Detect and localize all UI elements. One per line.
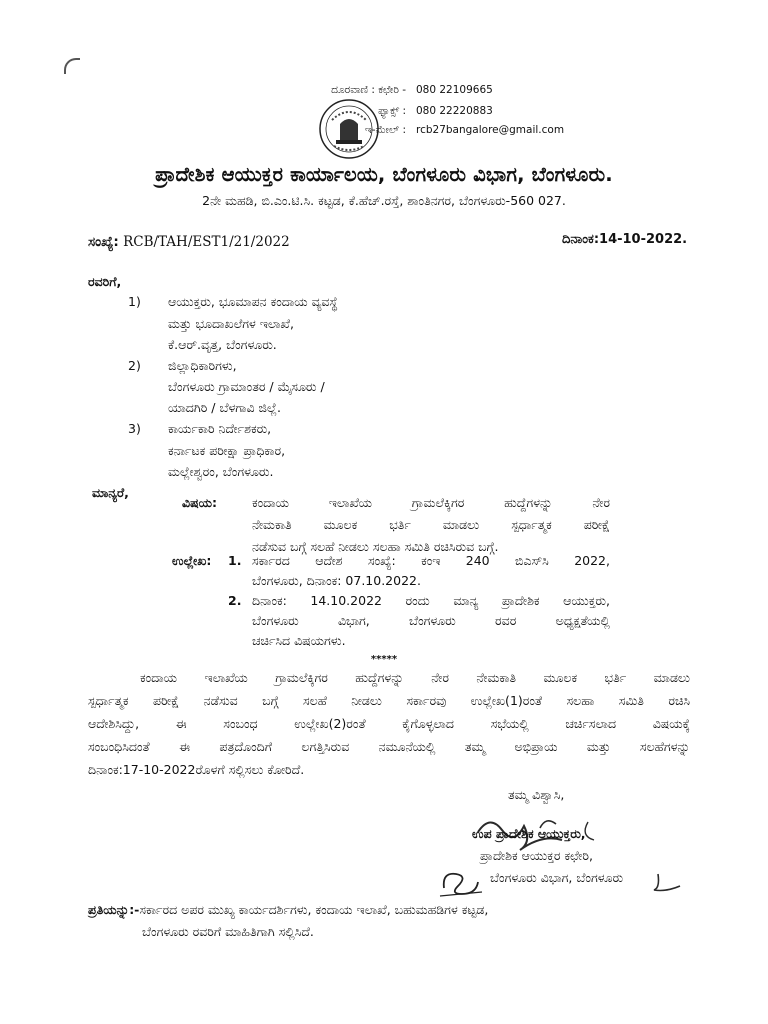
- subject-line: ನಡೆಸುವ ಬಗ್ಗೆ ಸಲಹೆ ನೀಡಲು ಸಲಹಾ ಸಮಿತಿ ರಚಿಸಿರುವ ಬಗ್ಗೆ.: [252, 539, 499, 554]
- contact-phone: [288, 84, 493, 97]
- body-line: ಕಂದಾಯ ಇಲಾಖೆಯ ಗ್ರಾಮಲೆಕ್ಕಿಗರ ಹುದ್ದೆಗಳನ್ನು ನೇರ ನೇಮಕಾತಿ ಮೂಲಕ ಭರ್ತಿ ಮಾಡಲು: [140, 670, 690, 685]
- reference-item-line: ದಿನಾಂಕ: 14.10.2022 ರಂದು ಮಾನ್ಯ ಪ್ರಾದೇಶಿಕ ಆಯುಕ್ತರು,: [252, 593, 610, 608]
- recipient-line: ಯಾದಗಿರಿ / ಬೆಳಗಾವಿ ಜಿಲ್ಲೆ.: [168, 400, 281, 415]
- cc-text: ಸರ್ಕಾರದ ಅಪರ ಮುಖ್ಯ ಕಾರ್ಯದರ್ಶಿಗಳು, ಕಂದಾಯ ಇಲಾಖೆ, ಬಹುಮಹಡಿಗಳ ಕಟ್ಟಡ,: [139, 902, 489, 917]
- phone-label: ದೂರವಾಣಿ : ಕಛೇರಿ -: [331, 84, 406, 96]
- recipient-number: 1): [128, 294, 141, 309]
- recipient-line: ಬೆಂಗಳೂರು ಗ್ರಾಮಾಂತರ / ಮೈಸೂರು /: [168, 379, 325, 394]
- recipient-line: ಕಾರ್ಯಕಾರಿ ನಿರ್ದೇಶಕರು,: [168, 421, 272, 436]
- letter-date: ದಿನಾಂಕ:14-10-2022.: [562, 232, 688, 247]
- fax-label: ಫ್ಯಾಕ್ಸ್ :: [378, 105, 406, 117]
- cc-line: [88, 899, 488, 921]
- recipient-line: ಮತ್ತು ಭೂದಾಖಲೆಗಳ ಇಲಾಖೆ,: [168, 316, 294, 331]
- reference-item-line: ಚರ್ಚಿಸಿದ ವಿಷಯಗಳು.: [252, 633, 346, 648]
- signatory-line: ಪ್ರಾದೇಶಿಕ ಆಯುಕ್ತರ ಕಛೇರಿ,: [480, 848, 593, 863]
- contact-fax: [288, 105, 493, 118]
- reference-item-number: 1.: [228, 553, 242, 568]
- body-line: ದಿನಾಂಕ:17-10-2022ರೊಳಗೆ ಸಲ್ಲಿಸಲು ಕೋರಿದೆ.: [88, 762, 305, 777]
- cc-label: ಪ್ರತಿಯನ್ನು:-: [88, 902, 140, 917]
- subject-line: ನೇಮಕಾತಿ ಮೂಲಕ ಭರ್ತಿ ಮಾಡಲು ಸ್ಪರ್ಧಾತ್ಮಕ ಪರೀಕ್ಷೆ: [252, 517, 610, 532]
- recipient-line: ಕೆ.ಆರ್.ವೃತ್ತ, ಬೆಂಗಳೂರು.: [168, 337, 277, 352]
- signatory-line: ಬೆಂಗಳೂರು ವಿಭಾಗ, ಬೆಂಗಳೂರು: [490, 870, 624, 885]
- body-line: ಆದೇಶಿಸಿದ್ದು, ಈ ಸಂಬಂಧ ಉಲ್ಲೇಖ(2)ರಂತೆ ಕೈಗೊಳ್ಳಲಾದ ಸಭೆಯಲ್ಲಿ ಚರ್ಚಿಸಲಾದ ವಿಷಯಕ್ಕೆ: [88, 716, 690, 731]
- cc-line: ಬೆಂಗಳೂರು ರವರಿಗೆ ಮಾಹಿತಿಗಾಗಿ ಸಲ್ಲಿಸಿದೆ.: [142, 924, 314, 939]
- reference-value: RCB/TAH/EST1/21/2022: [123, 234, 290, 250]
- subject-label: ವಿಷಯ:: [182, 495, 217, 510]
- reference-item-line: ಬೆಂಗಳೂರು, ದಿನಾಂಕ: 07.10.2022.: [252, 573, 421, 588]
- recipient-number: 3): [128, 421, 141, 436]
- email-value: rcb27bangalore@gmail.com: [416, 124, 565, 136]
- reference-item-line: ಸರ್ಕಾರದ ಆದೇಶ ಸಂಖ್ಯೆ: ಕಂಇ 240 ಬಿಎಸ್‌ಸಿ 2022,: [252, 553, 610, 568]
- reference-number: [88, 234, 290, 250]
- recipient-line: ಕರ್ನಾಟಕ ಪರೀಕ್ಷಾ ಪ್ರಾಧಿಕಾರ,: [168, 443, 286, 458]
- reference-item-line: ಬೆಂಗಳೂರು ವಿಭಾಗ, ಬೆಂಗಳೂರು ರವರ ಅಧ್ಯಕ್ಷತೆಯಲ್ಲಿ: [252, 613, 610, 628]
- contact-email: [288, 124, 564, 137]
- body-line: ಸ್ಪರ್ಧಾತ್ಮಕ ಪರೀಕ್ಷೆ ನಡೆಸುವ ಬಗ್ಗೆ ಸಲಹೆ ನೀಡಲು ಸರ್ಕಾರವು ಉಲ್ಲೇಖ(1)ರಂತೆ ಸಲಹಾ ಸಮಿತಿ ರಚಿಸಿ: [88, 693, 690, 708]
- email-label: ಇ-ಮೇಲ್ :: [364, 124, 406, 136]
- subject-line: ಕಂದಾಯ ಇಲಾಖೆಯ ಗ್ರಾಮಲೆಕ್ಕಿಗರ ಹುದ್ದೆಗಳನ್ನು ನೇರ: [252, 495, 610, 510]
- initials-scribble: [438, 864, 488, 902]
- to-label: ರವರಿಗೆ,: [88, 274, 122, 289]
- phone-value: 080 22109665: [416, 84, 493, 96]
- reference-item-number: 2.: [228, 593, 242, 608]
- salutation: ಮಾನ್ಯರೆ,: [92, 485, 129, 500]
- fax-value: 080 22220883: [416, 105, 493, 117]
- office-title: ಪ್ರಾದೇಶಿಕ ಆಯುಕ್ತರ ಕಾರ್ಯಾಲಯ, ಬೆಂಗಳೂರು ವಿಭಾಗ, ಬೆಂಗಳೂರು.: [155, 163, 613, 186]
- corner-mark: [64, 58, 80, 74]
- recipient-number: 2): [128, 358, 141, 373]
- references-label: ಉಲ್ಲೇಖ:: [172, 553, 212, 568]
- closing: ತಮ್ಮ ವಿಶ್ವಾಸಿ,: [508, 787, 565, 802]
- separator: *****: [370, 654, 398, 665]
- recipient-line: ಜಿಲ್ಲಾಧಿಕಾರಿಗಳು,: [168, 358, 237, 373]
- signature-mark: [648, 870, 688, 896]
- recipient-line: ಆಯುಕ್ತರು, ಭೂಮಾಪನ ಕಂದಾಯ ವ್ಯವಸ್ಥೆ: [168, 294, 338, 309]
- signatory-line: ಉಪ ಪ್ರಾದೇಶಿಕ ಆಯುಕ್ತರು,: [472, 826, 586, 841]
- reference-label: ಸಂಖ್ಯೆ:: [88, 234, 119, 250]
- body-line: ಸಂಬಂಧಿಸಿದಂತೆ ಈ ಪತ್ರದೊಂದಿಗೆ ಲಗತ್ತಿಸಿರುವ ನಮೂನೆಯಲ್ಲಿ ತಮ್ಮ ಅಭಿಪ್ರಾಯ ಮತ್ತು ಸಲಹೆಗಳನ್ನು: [88, 739, 690, 754]
- office-address: 2ನೇ ಮಹಡಿ, ಬಿ.ಎಂ.ಟಿ.ಸಿ. ಕಟ್ಟಡ, ಕೆ.ಹೆಚ್.ರಸ್ತೆ, ಶಾಂತಿನಗರ, ಬೆಂಗಳೂರು-560 027.: [202, 193, 566, 208]
- recipient-line: ಮಲ್ಲೇಶ್ವರಂ, ಬೆಂಗಳೂರು.: [168, 464, 274, 479]
